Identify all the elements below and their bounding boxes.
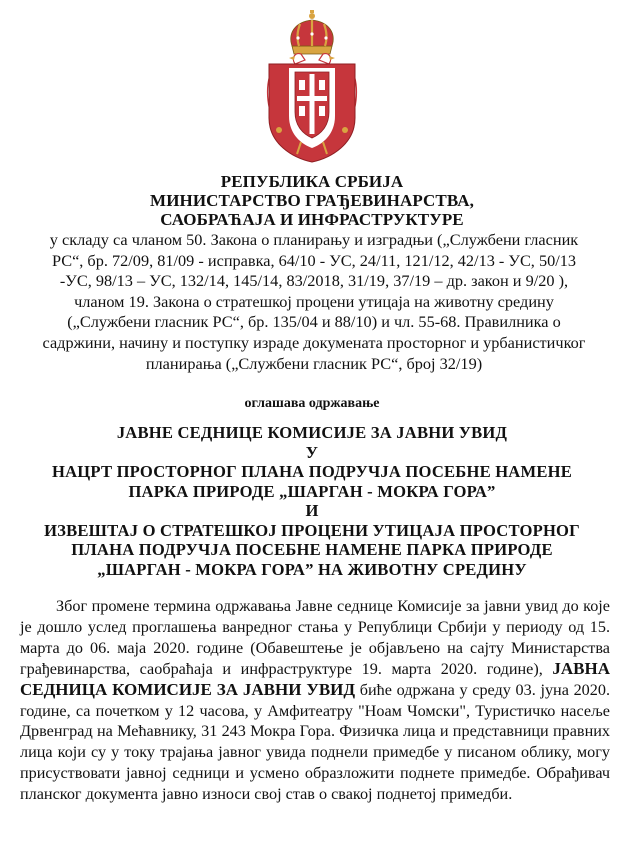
title-line: ПЛАНА ПОДРУЧЈА ПОСЕБНЕ НАМЕНЕ ПАРКА ПРИРОДЕ xyxy=(71,540,553,559)
title-line: ЈАВНЕ СЕДНИЦЕ КОМИСИЈЕ ЗА ЈАВНИ УВИД xyxy=(116,423,508,442)
body-emphasis: ЈАВНА СЕДНИЦА КОМИСИЈЕ ЗА ЈАВНИ УВИД xyxy=(20,658,610,699)
title-line: ПАРКА ПРИРОДЕ „ШАРГАН - МОКРА ГОРА” xyxy=(128,481,496,501)
body-text-part: биће одржана у среду 03. јуна 2020. године, са почетком у 12 часова, у Амфитеатру "Ноам Чомски", Туристичко насеље Дрвенград на Мећавнику, 31 243 Мокра Гора. Физичка лица и представници правних лица који су у току трајања јавног увида поднели примедбе у писаном облику, могу присуствовати јавној седници и усмено образложити поднете примедбе. Обрађивач планског документа јавно износи свој став о свакој поднетој примедби. xyxy=(20,680,610,804)
heading-ministry-cont: САОБРАЋАЈА И ИНФРАСТРУКТУРЕ xyxy=(160,210,464,229)
heading-ministry: МИНИСТАРСТВО ГРАЂЕВИНАРСТВА, xyxy=(150,191,474,210)
crown xyxy=(291,10,333,54)
title-line: „ШАРГАН - МОКРА ГОРА” НА ЖИВОТНУ СРЕДИНУ xyxy=(97,559,527,579)
title-line: НАЦРТ ПРОСТОРНОГ ПЛАНА ПОДРУЧЈА ПОСЕБНЕ НАМЕНЕ xyxy=(52,462,572,481)
announcement-text: оглашава одржавање xyxy=(244,396,380,411)
body-text-part: Због промене термина одржавања Јавне седнице Комисије за јавни увид до које је дошло услед проглашења ванредног стања у Републици Србији у периоду од 15. марта до 06. маја 2020. године (Обавештење је објављено на сајту Министарства грађевинарства, саобраћаја и инфраструктуре 19. марта 2020. године), xyxy=(20,597,610,678)
body-paragraph xyxy=(20,596,610,805)
notice-title xyxy=(20,423,604,579)
coat-of-arms-icon xyxy=(261,8,363,164)
heading-republic: РЕПУБЛИКА СРБИЈА xyxy=(220,172,404,191)
title-line: ИЗВЕШТАЈ О СТРАТЕШКОЈ ПРОЦЕНИ УТИЦАЈА ПРОСТОРНОГ xyxy=(44,520,580,540)
legal-basis-text: у складу са чланом 50. Закона о планирању и изградњи („Службени гласник РС“, бр. 72/09, 81/09 - исправка, 64/10 - УС, 24/11, 121/12, 42/13 - УС, 50/13 -УС, 98/13 – УС, 132/14, 145/14, 83/2018, 31/19, 37/19 – др. закон и 9/20 ), чланом 19. Закона о стратешкој процени утицаја на животну средину („Службени гласник РС“, бр. 135/04 и 88/10) и чл. 55-68. Правилника о садржини, начину и поступку израде докумената просторног и урбанистичког планирања („Службени гласник РС“, број 32/19) xyxy=(42,230,586,373)
inner-shield xyxy=(295,72,329,138)
title-conjunction: И xyxy=(305,501,319,520)
title-conjunction: У xyxy=(305,442,319,462)
